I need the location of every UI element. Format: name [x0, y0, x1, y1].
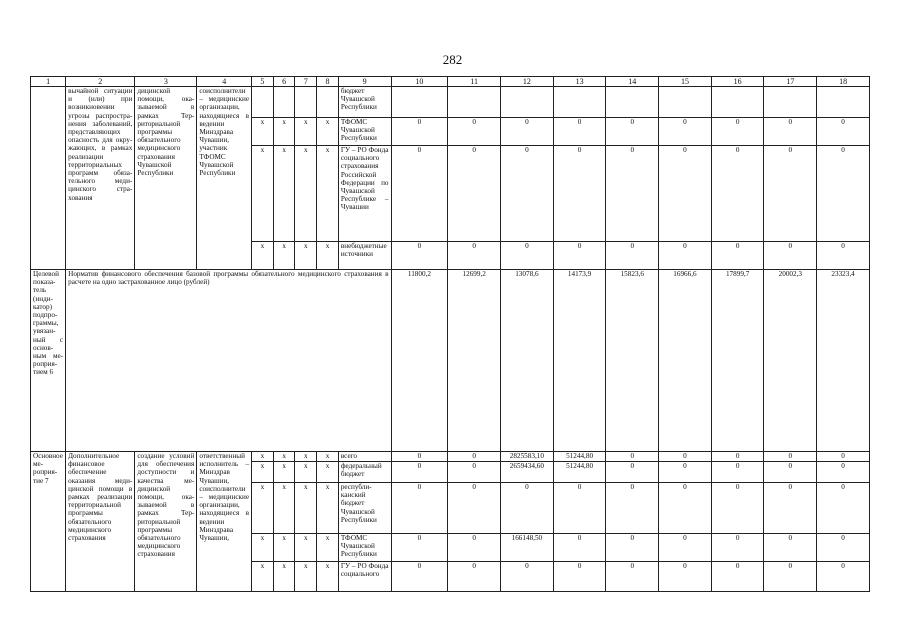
- code-cell: [295, 87, 317, 118]
- value-cell: 0: [553, 118, 606, 146]
- value-cell: 0: [391, 562, 448, 592]
- value-cell: 12699,2: [448, 270, 501, 452]
- value-cell: 51244,80: [553, 462, 606, 483]
- value-cell: 0: [711, 118, 764, 146]
- value-cell: 0: [501, 242, 554, 270]
- block1-measure: вычайной ситуации и (или) при возникновении угрозы распространения заболеваний, представляющих опасность для окружающих, в рамках реализации территориальных программ обязательного медицинского страхования: [66, 87, 135, 270]
- funding-source: всего: [338, 452, 391, 462]
- column-number: 5: [252, 77, 274, 87]
- value-cell: [711, 87, 764, 118]
- indicator-row: [31, 270, 870, 452]
- funding-source: республиканский бюджет Чувашской Республики: [338, 483, 391, 534]
- value-cell: 0: [711, 452, 764, 462]
- code-cell: x: [273, 146, 295, 242]
- value-cell: 0: [391, 242, 448, 270]
- code-cell: x: [252, 534, 274, 562]
- value-cell: 15823,6: [606, 270, 659, 452]
- code-cell: x: [273, 483, 295, 534]
- value-cell: 0: [764, 462, 817, 483]
- value-cell: 0: [553, 146, 606, 242]
- value-cell: 0: [764, 483, 817, 534]
- column-number: 15: [659, 77, 712, 87]
- value-cell: 23323,4: [817, 270, 870, 452]
- value-cell: 166148,50: [501, 534, 554, 562]
- column-number: 6: [273, 77, 295, 87]
- value-cell: 0: [606, 534, 659, 562]
- value-cell: 0: [764, 242, 817, 270]
- code-cell: [273, 87, 295, 118]
- funding-source: ГУ – РО Фонда социального: [338, 562, 391, 592]
- value-cell: 0: [606, 562, 659, 592]
- column-number: 4: [197, 77, 252, 87]
- column-number: 3: [135, 77, 197, 87]
- value-cell: 0: [606, 242, 659, 270]
- code-cell: x: [295, 146, 317, 242]
- code-cell: x: [295, 242, 317, 270]
- code-cell: [317, 87, 339, 118]
- code-cell: x: [273, 562, 295, 592]
- block1-goal: дицинской помощи, оказываемой в рамках Территориальной программы обязательного медицинского страхования Чувашской Республики: [135, 87, 197, 270]
- value-cell: 0: [448, 534, 501, 562]
- code-cell: [252, 87, 274, 118]
- code-cell: x: [317, 462, 339, 483]
- block3-goal: создание условий для обеспечения доступности и качества медицинской помощи, оказываемой в рамках Территориальной программы обязательного медицинского страхования: [135, 452, 197, 592]
- value-cell: 16966,6: [659, 270, 712, 452]
- value-cell: 0: [391, 118, 448, 146]
- value-cell: 0: [501, 483, 554, 534]
- code-cell: x: [317, 146, 339, 242]
- value-cell: 2659434,60: [501, 462, 554, 483]
- block1-col1: [31, 87, 66, 270]
- code-cell: x: [273, 462, 295, 483]
- value-cell: 0: [711, 534, 764, 562]
- value-cell: 0: [659, 146, 712, 242]
- value-cell: 0: [448, 452, 501, 462]
- value-cell: 0: [659, 118, 712, 146]
- funding-source: внебюджетные источники: [338, 242, 391, 270]
- value-cell: 0: [391, 462, 448, 483]
- column-number: 9: [338, 77, 391, 87]
- code-cell: x: [252, 462, 274, 483]
- value-cell: 0: [501, 562, 554, 592]
- value-cell: 0: [711, 242, 764, 270]
- value-cell: 0: [764, 534, 817, 562]
- column-number: 12: [501, 77, 554, 87]
- header-row: [31, 77, 870, 87]
- value-cell: 0: [448, 483, 501, 534]
- value-cell: 0: [659, 452, 712, 462]
- value-cell: [553, 87, 606, 118]
- value-cell: 11800,2: [391, 270, 448, 452]
- code-cell: x: [252, 242, 274, 270]
- value-cell: 0: [817, 562, 870, 592]
- code-cell: x: [317, 452, 339, 462]
- value-cell: [606, 87, 659, 118]
- value-cell: 0: [817, 118, 870, 146]
- block3-measure: Дополнительное финансовое обеспечение оказания медицинской помощи в рамках реализации территориальной программы обязательного медицинского страхования: [66, 452, 135, 592]
- value-cell: 0: [817, 146, 870, 242]
- indicator-label: Целевой показатель (индикатор) подпрограммы, увязанный с основным мероприятием 6: [31, 270, 66, 452]
- code-cell: x: [295, 462, 317, 483]
- code-cell: x: [252, 452, 274, 462]
- column-number: 13: [553, 77, 606, 87]
- value-cell: 0: [764, 146, 817, 242]
- block1-executor: соисполнители – медицинские организации, находящиеся в ведении Минздрава Чувашии, участник ТФОМС Чувашской Республики: [197, 87, 252, 270]
- code-cell: x: [317, 562, 339, 592]
- value-cell: 0: [659, 562, 712, 592]
- value-cell: [817, 87, 870, 118]
- column-number: 10: [391, 77, 448, 87]
- value-cell: 0: [817, 462, 870, 483]
- value-cell: 0: [606, 452, 659, 462]
- funding-source: ГУ – РО Фонда социального страхования Российской Федерации по Чувашской Республике – Чувашии: [338, 146, 391, 242]
- code-cell: x: [252, 562, 274, 592]
- value-cell: 0: [391, 534, 448, 562]
- value-cell: 0: [659, 483, 712, 534]
- value-cell: 20002,3: [764, 270, 817, 452]
- value-cell: 0: [659, 534, 712, 562]
- value-cell: [448, 87, 501, 118]
- code-cell: x: [317, 242, 339, 270]
- code-cell: x: [317, 118, 339, 146]
- value-cell: 0: [501, 146, 554, 242]
- column-number: 2: [66, 77, 135, 87]
- value-cell: 0: [817, 483, 870, 534]
- code-cell: x: [295, 534, 317, 562]
- value-cell: 0: [391, 146, 448, 242]
- code-cell: x: [252, 483, 274, 534]
- value-cell: [501, 87, 554, 118]
- value-cell: 13078,6: [501, 270, 554, 452]
- code-cell: x: [295, 483, 317, 534]
- value-cell: 0: [817, 242, 870, 270]
- column-number: 1: [31, 77, 66, 87]
- column-number: 7: [295, 77, 317, 87]
- value-cell: [391, 87, 448, 118]
- column-number: 11: [448, 77, 501, 87]
- value-cell: 0: [448, 118, 501, 146]
- code-cell: x: [273, 118, 295, 146]
- column-number: 17: [764, 77, 817, 87]
- value-cell: 0: [391, 452, 448, 462]
- value-cell: 0: [711, 562, 764, 592]
- column-number: 18: [817, 77, 870, 87]
- column-number: 8: [317, 77, 339, 87]
- value-cell: 14173,9: [553, 270, 606, 452]
- value-cell: 0: [659, 242, 712, 270]
- code-cell: x: [273, 242, 295, 270]
- value-cell: [659, 87, 712, 118]
- column-number: 14: [606, 77, 659, 87]
- value-cell: 0: [711, 483, 764, 534]
- value-cell: 0: [606, 146, 659, 242]
- code-cell: x: [273, 452, 295, 462]
- table-row: [31, 87, 870, 118]
- value-cell: 17899,7: [711, 270, 764, 452]
- code-cell: x: [252, 146, 274, 242]
- value-cell: [764, 87, 817, 118]
- value-cell: 0: [553, 562, 606, 592]
- value-cell: 51244,80: [553, 452, 606, 462]
- table-row: [31, 452, 870, 462]
- value-cell: 0: [606, 118, 659, 146]
- code-cell: x: [295, 118, 317, 146]
- code-cell: x: [273, 534, 295, 562]
- value-cell: 0: [553, 242, 606, 270]
- funding-source: ТФОМС Чувашской Республики: [338, 118, 391, 146]
- code-cell: x: [295, 452, 317, 462]
- code-cell: x: [295, 562, 317, 592]
- code-cell: x: [317, 483, 339, 534]
- value-cell: 0: [764, 452, 817, 462]
- value-cell: 2825583,10: [501, 452, 554, 462]
- value-cell: 0: [711, 146, 764, 242]
- indicator-description: Норматив финансового обеспечения базовой программы обязательного медицинского страхования в расчете на одно застрахованное лицо (рублей): [66, 270, 391, 452]
- value-cell: 0: [764, 562, 817, 592]
- value-cell: 0: [448, 242, 501, 270]
- code-cell: x: [317, 534, 339, 562]
- value-cell: 0: [553, 534, 606, 562]
- funding-source: федеральный бюджет: [338, 462, 391, 483]
- value-cell: 0: [391, 483, 448, 534]
- page-number: 282: [442, 52, 463, 67]
- column-number: 16: [711, 77, 764, 87]
- funding-source: ТФОМС Чувашской Республики: [338, 534, 391, 562]
- code-cell: x: [252, 118, 274, 146]
- value-cell: 0: [448, 146, 501, 242]
- value-cell: 0: [501, 118, 554, 146]
- program-table: [30, 76, 870, 592]
- value-cell: 0: [659, 462, 712, 483]
- value-cell: 0: [553, 483, 606, 534]
- value-cell: 0: [606, 483, 659, 534]
- block3-executor: ответственный исполнитель – Минздрав Чувашии, соисполнители – медицинские организации, находящиеся в ведении Минздрава Чувашии,: [197, 452, 252, 592]
- value-cell: 0: [764, 118, 817, 146]
- measure-label: Основное мероприятие 7: [31, 452, 66, 592]
- value-cell: 0: [448, 562, 501, 592]
- value-cell: 0: [448, 462, 501, 483]
- funding-source: бюджет Чувашской Республики: [338, 87, 391, 118]
- value-cell: 0: [817, 452, 870, 462]
- value-cell: 0: [817, 534, 870, 562]
- value-cell: 0: [606, 462, 659, 483]
- value-cell: 0: [711, 462, 764, 483]
